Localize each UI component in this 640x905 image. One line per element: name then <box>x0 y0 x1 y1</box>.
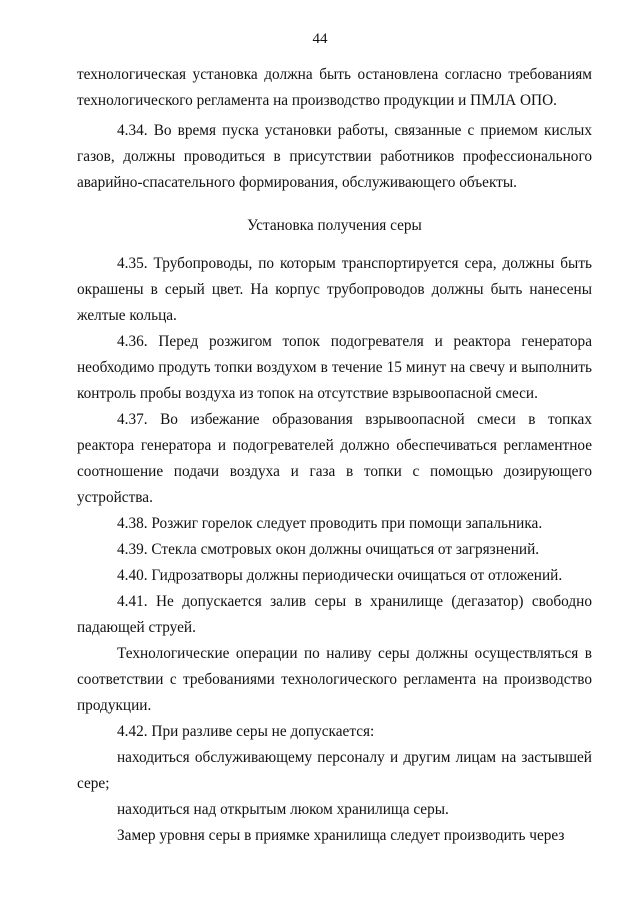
section-heading: Установка получения серы <box>247 217 422 234</box>
paragraph-4-37: 4.37. Во избежание образования взрывоопасной смеси в топках реактора генератора и подогревателей должно обеспечиваться регламентное соотношение подачи воздуха и газа в топки с помощью дозирующего устройства. <box>77 411 592 506</box>
paragraph-4-39: 4.39. Стекла смотровых окон должны очищаться от загрязнений. <box>117 541 540 558</box>
paragraph-4-34: 4.34. Во время пуска установки работы, связанные с приемом кислых газов, должны проводиться в присутствии работников профессионального аварийно-спасательного формирования, обслуживающего объекты. <box>77 122 592 191</box>
paragraph-4-40: 4.40. Гидрозатворы должны периодически очищаться от отложений. <box>117 567 563 584</box>
paragraph-4-36: 4.36. Перед розжигом топок подогревателя и реактора генератора необходимо продуть топки воздухом в течение 15 минут на свечу и выполнить контроль пробы воздуха из топок на отсутствие взрывоопасной смеси. <box>77 333 592 402</box>
paragraph-level-measurement: Замер уровня серы в приямке хранилища следует производить через <box>117 827 565 844</box>
paragraph-4-42: 4.42. При разливе серы не допускается: <box>117 723 375 740</box>
paragraph-4-41: 4.41. Не допускается залив серы в хранилище (дегазатор) свободно падающей струей. <box>77 593 592 636</box>
list-item-open-hatch: находиться над открытым люком хранилища серы. <box>117 801 449 818</box>
paragraph-4-35: 4.35. Трубопроводы, по которым транспортируется сера, должны быть окрашены в серый цвет. На корпус трубопроводов должны быть нанесены желтые кольца. <box>77 255 592 324</box>
paragraph-technological-operations: Технологические операции по наливу серы должны осуществляться в соответствии с требованиями технологического регламента на производство продукции. <box>77 645 592 714</box>
list-item-frozen-sulfur: находиться обслуживающему персоналу и другим лицам на застывшей сере; <box>77 749 592 792</box>
paragraph-4-38: 4.38. Розжиг горелок следует проводить при помощи запальника. <box>117 515 543 532</box>
page-number: 44 <box>312 31 328 47</box>
paragraph-continuation: технологическая установка должна быть остановлена согласно требованиям технологического регламента на производство продукции и ПМЛА ОПО. <box>77 66 592 109</box>
document-body <box>77 62 592 849</box>
